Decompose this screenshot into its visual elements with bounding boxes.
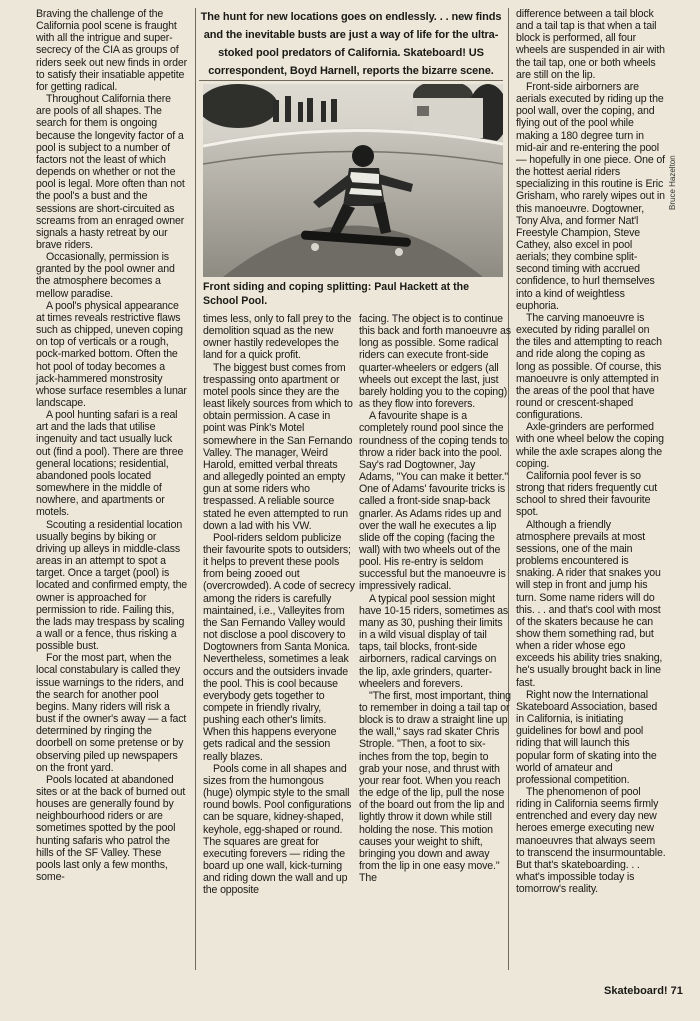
photo-credit: Bruce Hazelton xyxy=(668,155,677,210)
paragraph: Throughout California there are pools of all shapes. The search for them is ongoing because the longevity factor of a pool is subject to a number of factors not the least of which depends on whether or not the pool is legal. More often than not the pool's a bust and the sessions are short-circuited as screams from an enraged owner signals a hasty retreat by our brave riders. xyxy=(36,93,185,251)
paragraph: times less, only to fall prey to the demolition squad as the new owner hastily redevelopes the land for a quick profit. xyxy=(203,313,352,362)
paragraph: The carving manoeuvre is executed by riding parallel on the tiles and attempting to reach and ride along the coping as long as possible. Of course, this manoeuvre is only attempted in the areas of the pool that have round or crescent-shaped configurations. xyxy=(516,311,662,422)
paragraph: A favourite shape is a completely round pool since the roundness of the coping tends to throw a rider back into the pool. Say's rad Dogtowner, Jay Adams, "You can make it better." One of Adams' favourite tricks is called a front-side snap-back gnarler. As Adams rides up and over the wall he executes a lip slide off the coping (facing the wall) with two wheels out of the pool. His re-entry is seldom successful but the manoeuvre is impressively radical. xyxy=(359,410,508,593)
paragraph: Pool-riders seldom publicize their favourite spots to outsiders; it helps to prevent these pools from being zooed out (overcrowded). A code of secrecy among the riders is carefully maintained, i.e., Valleyites from the San Fernando Valley would not disclose a pool discovery to Dogtowners from Santa Monica. Nevertheless, sometimes a leak occurs and the outsiders invade the pool. This is cool because everybody gets together to compete in friendly rivalry, pushing each other's limits. When this happens everyone gets radical and the session really blazes. xyxy=(203,531,355,763)
paragraph: California pool fever is so strong that riders frequently cut school to shred their favourite spot. xyxy=(516,469,658,519)
paragraph: Pools located at abandoned sites or at the back of burned out houses are generally found by neighbourhood riders or are sometimes spotted by the pool hunting safaris who patrol the hills of the SF Valley. These pools last only a few months, some- xyxy=(36,773,186,884)
paragraph: Pools come in all shapes and sizes from the humongous (huge) olympic style to the small round bowls. Pool configurations can be square, kidney-shaped, keyhole, egg-shaped or round. The squares are great for executing forevers — riding the board up one wall, kick-turning and riding down the wall and up the opposite xyxy=(203,762,352,897)
intro-standfirst xyxy=(199,8,503,81)
paragraph: difference between a tail block and a tail tap is that when a tail block is performed, all four wheels are suspended in air with the tail tap, one or both wheels are still on the lip. xyxy=(516,8,665,81)
paragraph: A pool hunting safari is a real art and the lads that utilise ingenuity and tact usually luck out (find a pool). There are three general locations; residential, abandoned pools located somewhere in the middle of nowhere, and apartments or motels. xyxy=(36,409,184,519)
paragraph: For the most part, when the local constabulary is called they issue warnings to the riders, and the search for another pool begins. Many riders will risk a bust if the owner's away — a fact determined by ringing the doorbell on some pretense or by observing piled up newspapers on the front yard. xyxy=(36,652,187,774)
article-column-4 xyxy=(516,8,666,895)
paragraph: A pool's physical appearance at times reveals restrictive flaws such as chipped, uneven coping on top of verticals or a rough, pock-marked bottom. Often the hot pool of today becomes a jack-hammered monstrosity whose surface resembles a lunar landscape. xyxy=(36,299,187,409)
paragraph: The biggest bust comes from trespassing onto apartment or motel pools since they are the least likely sources from which to obtain permission. A case in point was Pink's Motel somewhere in the San Fernando Valley. The manager, Weird Harold, emitted verbal threats and allegedly pointed an empty gun at some riders who trespassed. A reliable source stated he even attempted to run down a lad with his VW. xyxy=(203,361,353,532)
intro-line: stoked pool predators of California. Skateboard! US xyxy=(218,47,484,59)
paragraph: Occasionally, permission is granted by the pool owner and the atmosphere becomes a mellow paradise. xyxy=(36,251,175,300)
column-rule xyxy=(195,8,196,970)
paragraph: Although a friendly atmosphere prevails at most sessions, one of the main problems encountered is snaking. A rider that snakes you will step in front and jump his turn. Some name riders will do this. . . and that's cool with most of the skaters because he can show them something rad, but when a rider whose ego exceeds his ability tries snaking, he's usually brought back in line fast. xyxy=(516,518,663,689)
paragraph: "The first, most important, thing to remember in doing a tail tap or block is to draw a straight line up the wall," says rad skater Chris Strople. "Then, a foot to six-inches from the top, begin to grab your nose, and thrust with your rear foot. When you reach the edge of the lip, pull the nose of the board out from the lip and lightly throw it down while still holding the nose. This motion causes your weight to shift, bringing you down and away from the lip in one easy move." The xyxy=(359,689,511,885)
article-column-1 xyxy=(36,8,188,883)
intro-line: correspondent, Boyd Harnell, reports the bizarre scene. xyxy=(208,65,494,77)
paragraph: Right now the International Skateboard Association, based in California, is initiating guidelines for bowl and pool riding that will launch this popular form of skating into the world of amateur and professional competition. xyxy=(516,688,658,786)
article-column-2 xyxy=(203,313,355,897)
article-column-3 xyxy=(359,313,511,884)
page-folio: Skateboard! 71 xyxy=(604,985,683,997)
paragraph: Axle-grinders are performed with one wheel below the coping while the axle scrapes along the coping. xyxy=(516,421,664,470)
paragraph: Front-side airborners are aerials executed by riding up the pool wall, over the coping, and flying out of the pool while making a 180 degree turn in mid-air and re-entering the pool — hopefully in one piece. One of the hottest aerial riders specializing in this routine is Eric Grisham, who rarely wipes out in this manoeuvre. Dogtowner, Tony Alva, and former Nat'l Freestyle Champion, Steve Cathey, also excel in pool aerials; they combine split-second timing with accrued confidence, to hurl themselves into a kind of weightless euphoria. xyxy=(516,80,665,312)
photo-caption: Front siding and coping splitting: Paul Hackett at the School Pool. xyxy=(203,281,470,307)
paragraph: Braving the challenge of the California pool scene is fraught with all the intrigue and super-secrecy of the CIA as groups of riders seek out new finds in order to satisfy their insatiable appetite for getting radical. xyxy=(36,8,187,93)
skater-photo-graphic xyxy=(203,84,503,277)
paragraph: Scouting a residential location usually begins by biking or driving up alleys in middle-class areas in an attempt to spot a target. Once a target (pool) is located and confirmed empty, the owner is approached for permission to ride. Failing this, the lads may trespass by scaling a wall or a fence, thus risking a possible bust. xyxy=(36,518,188,653)
paragraph: A typical pool session might have 10-15 riders, sometimes as many as 30, pushing their limits in a wild visual display of tail taps, tail blocks, front-side airborners, radical carvings on the lip, axle grinders, quarter-wheelers and forevers. xyxy=(359,592,509,690)
paragraph: facing. The object is to continue this back and forth manoeuvre as long as possible. Some radical riders can execute front-side quarter-wheelers or edgers (all wheels out except the last, just barely holding you to the coping) as they flow into forevers. xyxy=(359,313,511,411)
intro-line: and the inevitable busts are just a way of life for the ultra- xyxy=(203,29,499,41)
intro-line: The hunt for new locations goes on endlessly. . . new finds xyxy=(200,11,502,23)
paragraph: The phenomenon of pool riding in California seems firmly entrenched and every day new heroes emerge executing new manoeuvres that always seem to transcend the insurmountable. But that's skateboarding. . . what's impossible today is tomorrow's reality. xyxy=(516,786,666,896)
skater-photo xyxy=(203,84,503,277)
